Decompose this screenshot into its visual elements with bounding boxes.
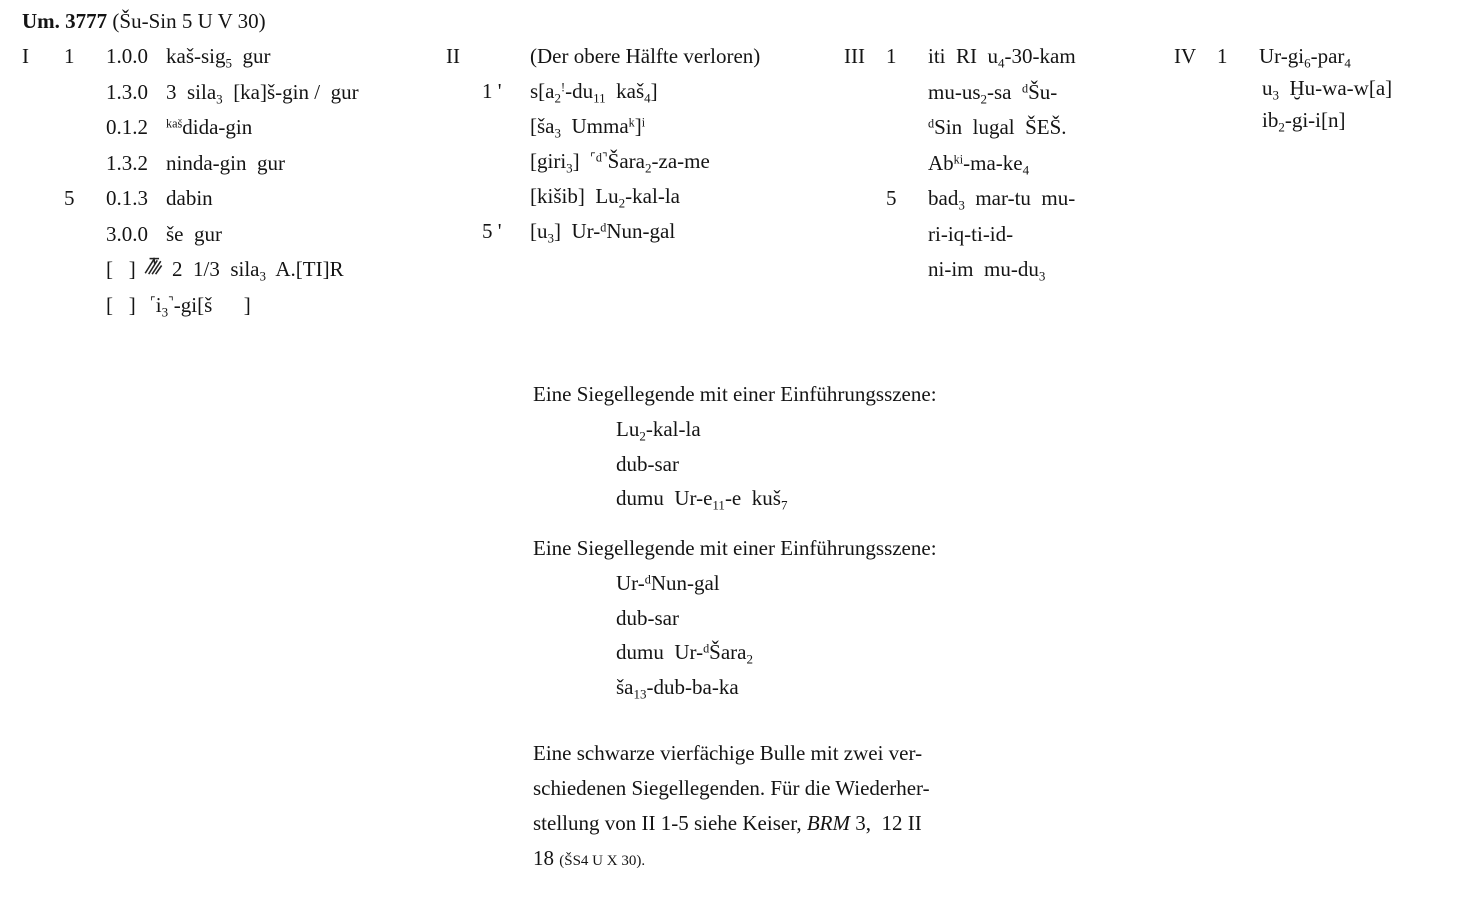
seal-line: dub-sar <box>616 451 679 476</box>
note-line: stellung von II 1-5 siehe Keiser, BRM 3, 12 II <box>533 811 922 835</box>
line-number: 1 <box>1217 44 1228 68</box>
broken-bracket: [ ] <box>106 293 136 317</box>
line-number: 5 <box>64 186 75 210</box>
seal-heading: Eine Siegellegende mit einer Einführungsszene: <box>533 536 937 560</box>
transliteration-line: bad$_3$ mar-tu mu- <box>928 186 1076 213</box>
transliteration-line: $^⌜i_3^⌝-gi[š$ ] <box>150 293 251 320</box>
transliteration-line: še gur <box>166 221 222 246</box>
transliteration-line: $[u_3]$ Ur-$^d$Nun-gal <box>530 219 676 246</box>
quantity: 0.1.3 <box>106 186 148 210</box>
note-line: Eine schwarze vierfächige Bulle mit zwei ver- <box>533 741 923 765</box>
transliteration-line: ninda-gin gur <box>166 150 285 175</box>
transliteration-line: [giri$_3$] $^{⌜d⌝}$Šara$_2$-za-me <box>530 149 710 176</box>
line-number: 1 <box>64 44 75 68</box>
broken-bracket: [ ] <box>106 257 136 281</box>
column-number: I <box>22 44 29 68</box>
transliteration-line: ni-im $mu-du_3$ <box>928 257 1046 284</box>
line-number: 5 ' <box>482 219 502 243</box>
seal-line: dub-sar <box>616 605 679 630</box>
line-number: 5 <box>886 186 897 210</box>
transliteration-line: 3 sila$_3$ [ka]š-gin / gur <box>166 79 359 107</box>
column-number: II <box>446 44 460 68</box>
transliteration-line: $mu-us_2-sa$ $^d$Šu- <box>928 79 1058 107</box>
quantity: 1.3.0 <box>106 79 148 104</box>
quantity: 0.1.2 <box>106 115 148 139</box>
note-line: schiedenen Siegellegenden. Für die Wiederher- <box>533 776 930 800</box>
transliteration-line: [$ša_3$ Umma$^k$]$^i$ <box>530 114 646 141</box>
column-number: III <box>844 44 865 68</box>
column-number: IV <box>1174 44 1197 68</box>
damage-hatch-icon <box>142 255 164 276</box>
column-note: (Der obere Hälfte verloren) <box>530 44 761 68</box>
transliteration-line: [kišib] $Lu_2-kal-la$ <box>530 184 680 211</box>
transliteration-line: $s[a_2^!-du_{11}$ kaš$_4$] <box>530 79 658 106</box>
quantity: 3.0.0 <box>106 221 148 246</box>
document-header <box>22 11 266 32</box>
transliteration-line: $Ur-gi_6-par_4$ <box>1259 44 1351 71</box>
note-line: 18 (ŠS4 U X 30). <box>533 846 646 870</box>
quantity: 1.3.2 <box>106 150 148 175</box>
line-number: 1 ' <box>482 79 502 103</box>
seal-line: Ur-$^d$Nun-gal <box>616 571 720 595</box>
transliteration-line: $^{kaš}$dida-gin <box>166 115 253 139</box>
quantity: 1.0.0 <box>106 44 148 68</box>
tablet-date: (Šu-Sin 5 U V 30) <box>112 9 266 33</box>
transliteration-line: iti RI $u_4-30$-kam <box>928 44 1076 71</box>
transliteration-line: $u_3$ Ḫu-wa-w[a] <box>1262 76 1393 103</box>
transliteration-line: kaš-sig$_5$ gur <box>166 44 271 71</box>
seal-line: $Lu_2-kal-la$ <box>616 417 701 444</box>
seal-line: dumu $Ur-e_{11}-e$ kuš$_7$ <box>616 486 788 513</box>
seal-heading: Eine Siegellegende mit einer Einführungsszene: <box>533 382 937 406</box>
transliteration-line: $ib_2-gi-i[n]$ <box>1262 108 1346 135</box>
transliteration-line: ri-iq-ti-id- <box>928 221 1014 246</box>
transliteration-line: $^d$Sin lugal ŠEŠ. <box>928 115 1067 139</box>
transliteration-line: dabin <box>166 186 213 210</box>
transliteration-line: $Ab^{ki}-ma-ke_4$ <box>928 150 1030 178</box>
seal-line: $ša_{13}-dub-ba-ka$ <box>616 674 739 702</box>
tablet-id: Um. 3777 <box>22 9 108 33</box>
transliteration-line: 2 1/3 sila$_3$ A.[TI]R <box>172 257 344 284</box>
seal-line: dumu Ur-$^d$Šara$_2$ <box>616 640 754 667</box>
line-number: 1 <box>886 44 897 68</box>
